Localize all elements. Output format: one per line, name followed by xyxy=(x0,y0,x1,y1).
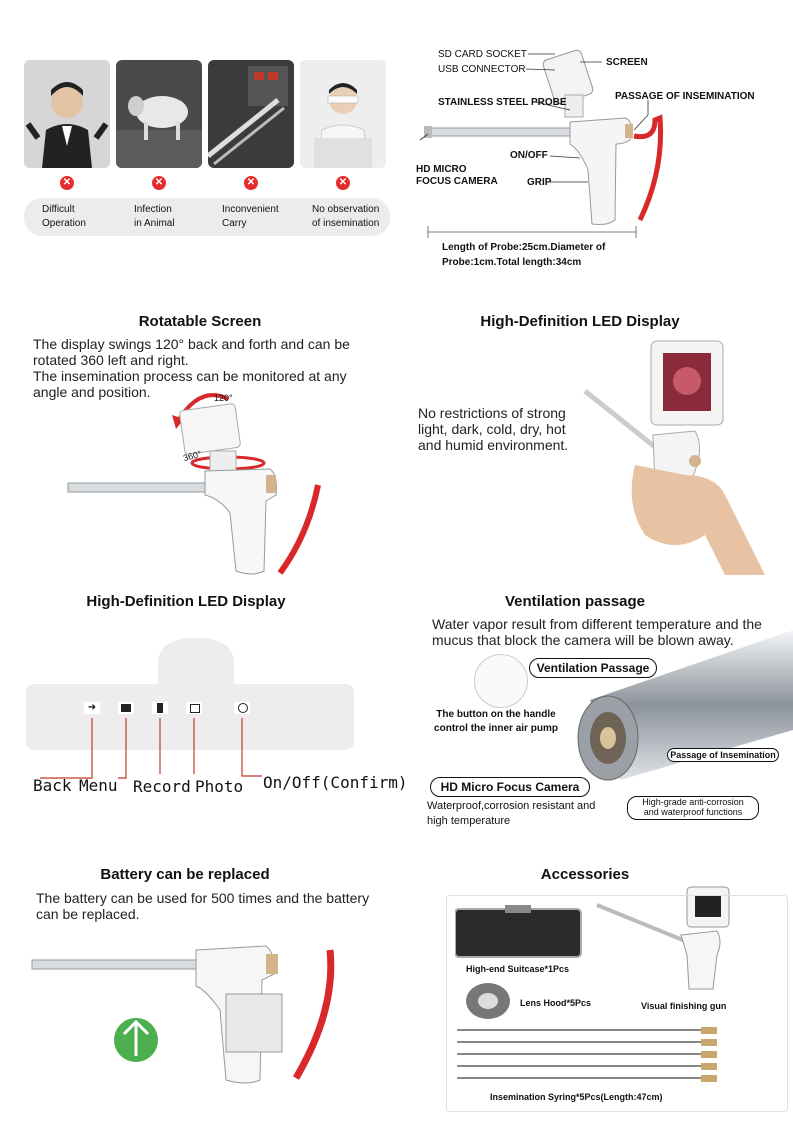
ventilation-title: Ventilation passage xyxy=(504,593,646,610)
accessories-box xyxy=(446,895,788,1112)
hand-holding-gun-icon xyxy=(575,335,775,575)
suitcase-label: High-end Suitcase*1Pcs xyxy=(466,964,570,974)
rotating-gun-icon xyxy=(60,385,350,585)
hd-display-text-1: No restrictions of strong light, dark, cold, dry, hot and humid environment. xyxy=(418,405,569,453)
problem-label: Inconvenient Carry xyxy=(222,204,279,229)
button-closeup xyxy=(474,654,528,708)
label-sd-card: SD CARD SOCKET xyxy=(438,49,527,60)
record-label: Record xyxy=(133,777,191,796)
photo-label: Photo xyxy=(195,777,244,796)
photo-button[interactable] xyxy=(186,702,202,714)
battery-text: The battery can be used for 500 times and the battery can be replaced. xyxy=(36,890,370,922)
angle-120-label: 120° xyxy=(214,393,233,403)
hd-camera-pill: HD Micro Focus Camera xyxy=(430,777,590,797)
label-onoff: ON/OFF xyxy=(510,150,548,161)
problem-label: No observation of insemination xyxy=(312,204,380,229)
button-caption: The button on the handle control the inner air pump xyxy=(434,709,558,734)
device-diagram xyxy=(410,40,793,280)
back-button[interactable]: ➜ xyxy=(84,702,100,714)
confused-man-icon xyxy=(24,60,110,168)
label-screen: SCREEN xyxy=(606,57,648,68)
equipment-icon xyxy=(208,60,294,168)
rotatable-text: The display swings 120° back and forth and can be rotated 360 left and right. The insemination process can be monitored at any angle and position. xyxy=(33,336,350,400)
lens-hood-label: Lens Hood*5Pcs xyxy=(520,998,592,1008)
problem-label: Difficult Operation xyxy=(42,204,86,229)
waterproof-caption: Waterproof,corrosion resistant and high temperature xyxy=(427,800,596,827)
hd-display-title-2: High-Definition LED Display xyxy=(86,593,286,610)
angle-360-label: 360° xyxy=(182,448,203,464)
ventilation-text: Water vapor result from different temperature and the mucus that block the camera will be blown away. xyxy=(432,616,762,648)
onoff-label: On/Off(Confirm) xyxy=(263,773,408,792)
sheep-icon xyxy=(116,60,202,168)
accessories-title: Accessories xyxy=(540,866,630,883)
back-label: Back xyxy=(33,776,72,795)
photo-sheep xyxy=(116,60,202,168)
menu-button[interactable] xyxy=(118,702,134,714)
photo-difficult xyxy=(24,60,110,168)
menu-label: Menu xyxy=(79,776,118,795)
photo-carry xyxy=(208,60,294,168)
ventilation-passage-pill: Ventilation Passage xyxy=(529,658,657,678)
anti-corrosion-pill: High-grade anti-corrosion and waterproof functions xyxy=(627,796,759,820)
rotatable-title: Rotatable Screen xyxy=(138,313,262,330)
label-grip: GRIP xyxy=(527,177,552,188)
photo-blindfold xyxy=(300,60,386,168)
label-dimensions: Length of Probe:25cm.Diameter of Probe:1cm.Total length:34cm xyxy=(442,242,606,268)
label-passage: PASSAGE OF INSEMINATION xyxy=(615,91,755,102)
x-icon: ✕ xyxy=(152,176,166,190)
insemination-passage-pill: Passage of Insemination xyxy=(667,748,779,762)
syringe-label: Insemination Syring*5Pcs(Length:47cm) xyxy=(490,1092,663,1102)
hd-display-title-1: High-Definition LED Display xyxy=(480,313,680,330)
recycle-icon xyxy=(114,1018,158,1062)
label-camera: HD MICRO FOCUS CAMERA xyxy=(416,164,498,187)
x-icon: ✕ xyxy=(244,176,258,190)
finishing-gun-label: Visual finishing gun xyxy=(641,1001,727,1011)
x-icon: ✕ xyxy=(60,176,74,190)
battery-title: Battery can be replaced xyxy=(100,866,270,883)
label-probe: STAINLESS STEEL PROBE xyxy=(438,97,567,108)
problems-panel xyxy=(22,60,392,240)
onoff-button[interactable] xyxy=(234,702,250,714)
record-button[interactable] xyxy=(152,702,168,714)
x-icon: ✕ xyxy=(336,176,350,190)
battery-gun-icon xyxy=(26,930,366,1090)
problem-label: Infection in Animal xyxy=(134,204,175,229)
blindfold-icon xyxy=(300,60,386,168)
label-usb: USB CONNECTOR xyxy=(438,64,526,75)
